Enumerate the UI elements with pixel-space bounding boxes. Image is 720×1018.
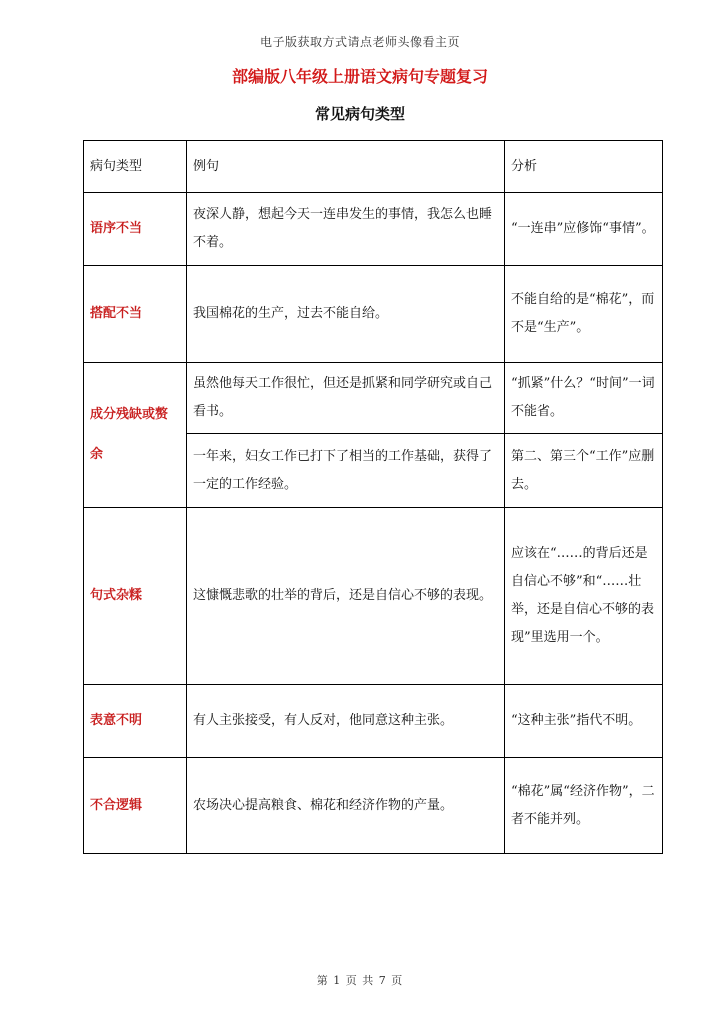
analysis-cell: 第二、第三个“工作”应删去。	[505, 434, 663, 508]
header-analysis: 分析	[505, 141, 663, 193]
page-footer-number: 第 1 页 共 7 页	[316, 974, 404, 987]
analysis-cell: “一连串”应修饰“事情”。	[505, 193, 663, 266]
table-row	[84, 508, 663, 685]
page-header-note: 电子版获取方式请点老师头像看主页	[259, 35, 460, 49]
document-title: 部编版八年级上册语文病句专题复习	[231, 67, 488, 86]
example-cell: 有人主张接受，有人反对，他同意这种主张。	[187, 685, 505, 758]
error-type-cell: 搭配不当	[84, 266, 187, 363]
header-error-type: 病句类型	[84, 141, 187, 193]
section-subtitle: 常见病句类型	[314, 105, 405, 123]
table-header-row	[84, 141, 663, 193]
error-type-cell: 表意不明	[84, 685, 187, 758]
error-type-cell: 不合逻辑	[84, 758, 187, 854]
example-cell: 夜深人静，想起今天一连串发生的事情，我怎么也睡不着。	[187, 193, 505, 266]
table-row	[84, 193, 663, 266]
header-example: 例句	[187, 141, 505, 193]
table-row	[84, 266, 663, 363]
example-cell: 虽然他每天工作很忙，但还是抓紧和同学研究或自己看书。	[187, 363, 505, 434]
table-row	[84, 685, 663, 758]
sentence-error-table	[83, 140, 663, 854]
analysis-cell: 不能自给的是“棉花”，而不是“生产”。	[505, 266, 663, 363]
example-cell: 农场决心提高粮食、棉花和经济作物的产量。	[187, 758, 505, 854]
error-type-cell: 语序不当	[84, 193, 187, 266]
error-type-cell: 成分残缺或赘余	[84, 363, 187, 508]
analysis-cell: “这种主张”指代不明。	[505, 685, 663, 758]
example-cell: 我国棉花的生产，过去不能自给。	[187, 266, 505, 363]
table-row	[84, 758, 663, 854]
example-cell: 一年来，妇女工作已打下了相当的工作基础，获得了一定的工作经验。	[187, 434, 505, 508]
error-type-cell: 句式杂糅	[84, 508, 187, 685]
analysis-cell: “抓紧”什么？“时间”一词不能省。	[505, 363, 663, 434]
analysis-cell: 应该在“……的背后还是自信心不够”和“……壮举，还是自信心不够的表现”里选用一个。	[505, 508, 663, 685]
table-row	[84, 363, 663, 434]
analysis-cell: “棉花”属“经济作物”，二者不能并列。	[505, 758, 663, 854]
example-cell: 这慷慨悲歌的壮举的背后，还是自信心不够的表现。	[187, 508, 505, 685]
